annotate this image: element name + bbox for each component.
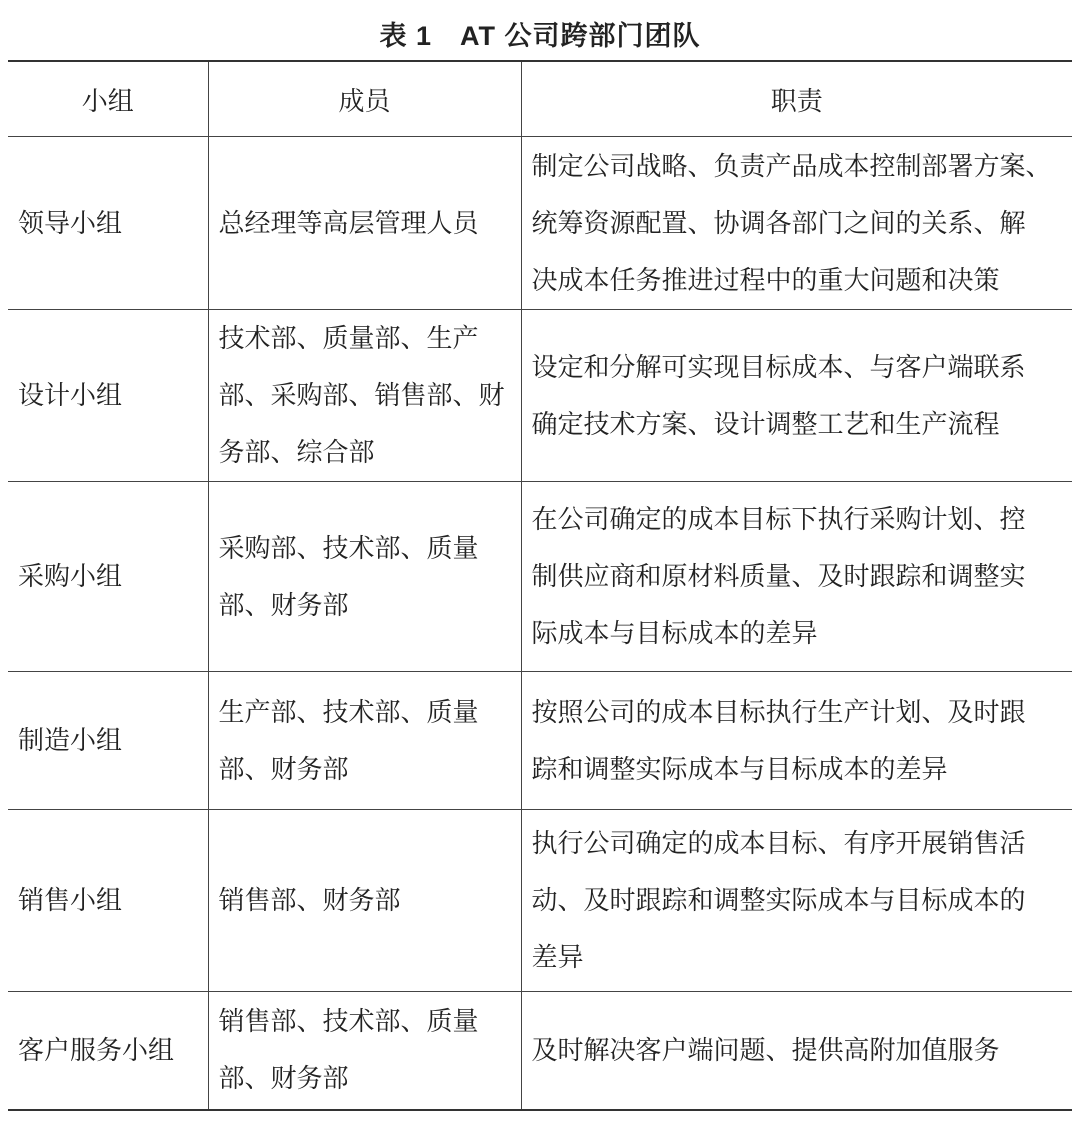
header-members: 成员: [208, 61, 521, 137]
table-row: [8, 672, 1072, 810]
members-line: 务部、综合部: [218, 437, 375, 467]
members-line: 采购部、技术部、质量: [218, 532, 479, 563]
table-row: [8, 810, 1072, 992]
duties-cell: [521, 992, 1072, 1110]
members-cell: [208, 137, 521, 310]
table-title: 表 1 AT 公司跨部门团队: [379, 21, 701, 51]
members-line: 技术部、质量部、生产: [218, 323, 479, 353]
duties-line: 执行公司确定的成本目标、有序开展销售活: [531, 828, 1026, 858]
table-body: [8, 137, 1072, 1110]
header-row: [8, 61, 1072, 137]
table-row: [8, 992, 1072, 1110]
duties-line: 设定和分解可实现目标成本、与客户端联系: [531, 351, 1026, 382]
duties-cell: [521, 137, 1072, 310]
duties-line: 踪和调整实际成本与目标成本的差异: [531, 753, 948, 784]
members-line: 生产部、技术部、质量: [218, 696, 479, 727]
members-cell: [208, 482, 521, 672]
duties-line: 及时解决客户端问题、提供高附加值服务: [531, 1034, 1000, 1065]
duties-line: 动、及时跟踪和调整实际成本与目标成本的: [531, 885, 1026, 915]
group-cell: 采购小组: [8, 482, 208, 672]
members-cell: [208, 810, 521, 992]
duties-line: 确定技术方案、设计调整工艺和生产流程: [531, 408, 1000, 439]
group-cell: 设计小组: [8, 310, 208, 482]
duties-cell: [521, 810, 1072, 992]
team-table: [8, 60, 1072, 1111]
members-cell: [208, 992, 521, 1110]
members-line: 部、采购部、销售部、财: [218, 380, 505, 410]
members-line: 销售部、财务部: [218, 885, 401, 915]
header-duties: 职责: [521, 61, 1072, 137]
duties-line: 际成本与目标成本的差异: [531, 618, 818, 648]
members-line: 部、财务部: [218, 1063, 349, 1094]
group-cell: 销售小组: [8, 810, 208, 992]
members-line: 部、财务部: [218, 753, 349, 784]
duties-cell: [521, 672, 1072, 810]
header-group: 小组: [8, 61, 208, 137]
members-cell: [208, 310, 521, 482]
duties-line: 统筹资源配置、协调各部门之间的关系、解: [531, 207, 1026, 238]
duties-line: 制供应商和原材料质量、及时跟踪和调整实: [531, 561, 1026, 591]
members-line: 部、财务部: [218, 589, 349, 620]
duties-line: 制定公司战略、负责产品成本控制部署方案、: [531, 150, 1052, 181]
duties-line: 决成本任务推进过程中的重大问题和决策: [531, 264, 1000, 295]
members-cell: [208, 672, 521, 810]
table-row: [8, 482, 1072, 672]
table-row: [8, 137, 1072, 310]
table-row: [8, 310, 1072, 482]
group-cell: 制造小组: [8, 672, 208, 810]
duties-line: 按照公司的成本目标执行生产计划、及时跟: [531, 696, 1026, 727]
duties-cell: [521, 310, 1072, 482]
duties-line: 差异: [531, 942, 584, 972]
members-line: 总经理等高层管理人员: [218, 207, 479, 238]
duties-cell: [521, 482, 1072, 672]
group-cell: 客户服务小组: [8, 992, 208, 1110]
members-line: 销售部、技术部、质量: [218, 1006, 479, 1037]
group-cell: 领导小组: [8, 137, 208, 310]
duties-line: 在公司确定的成本目标下执行采购计划、控: [531, 504, 1026, 534]
